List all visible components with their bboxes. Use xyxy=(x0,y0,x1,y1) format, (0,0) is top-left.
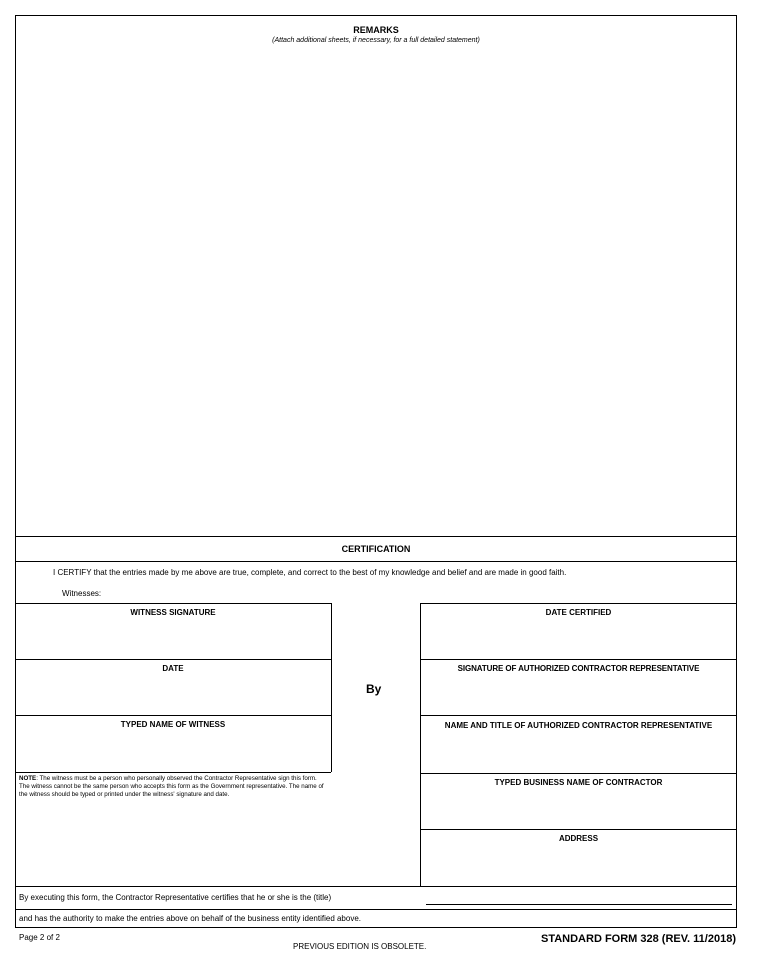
note-text: : The witness must be a person who personally observed the Contractor Representative sign this form. The witness cannot be the same person who accepts this form as the Government representative. The name of the witness should be typed or printed under the witness' signature and date. xyxy=(19,775,324,798)
witness-note xyxy=(19,775,327,799)
witness-signature-label: WITNESS SIGNATURE xyxy=(130,608,216,617)
contractor-signature-field[interactable] xyxy=(422,676,735,714)
divider xyxy=(420,715,737,716)
divider xyxy=(420,773,737,774)
divider xyxy=(420,603,737,604)
authority-statement: and has the authority to make the entries above on behalf of the business entity identified above. xyxy=(19,914,362,923)
contractor-signature-label: SIGNATURE OF AUTHORIZED CONTRACTOR REPRESENTATIVE xyxy=(457,664,700,673)
date-certified-field[interactable] xyxy=(422,620,735,658)
remarks-title: REMARKS xyxy=(353,25,399,35)
divider xyxy=(15,536,737,537)
witness-signature-field[interactable] xyxy=(17,620,329,658)
business-name-field[interactable] xyxy=(422,790,735,828)
witness-date-label: DATE xyxy=(162,664,184,673)
address-label: ADDRESS xyxy=(558,834,599,843)
divider xyxy=(420,603,421,886)
divider xyxy=(331,603,332,772)
remarks-field[interactable] xyxy=(17,50,735,534)
divider xyxy=(15,561,737,562)
form-id: STANDARD FORM 328 (REV. 11/2018) xyxy=(540,933,736,945)
divider xyxy=(420,659,737,660)
address-field[interactable] xyxy=(422,846,735,884)
divider xyxy=(15,909,737,910)
witnesses-label: Witnesses: xyxy=(62,589,102,598)
divider xyxy=(15,886,737,887)
title-field[interactable] xyxy=(426,890,732,905)
business-name-label: TYPED BUSINESS NAME OF CONTRACTOR xyxy=(494,778,663,787)
obsolete-notice: PREVIOUS EDITION IS OBSOLETE. xyxy=(293,942,427,951)
certification-title: CERTIFICATION xyxy=(341,544,411,554)
note-label: NOTE xyxy=(19,775,37,782)
certification-statement: I CERTIFY that the entries made by me above are true, complete, and correct to the best of my knowledge and belief and are made in good faith. xyxy=(53,568,567,577)
remarks-subtitle: (Attach additional sheets, if necessary, for a full detailed statement) xyxy=(272,37,480,44)
executing-statement: By executing this form, the Contractor Representative certifies that he or she is the (title) xyxy=(19,893,332,902)
contractor-name-title-field[interactable] xyxy=(422,747,735,771)
witness-typed-name-label: TYPED NAME OF WITNESS xyxy=(120,720,226,729)
divider xyxy=(15,659,331,660)
contractor-name-title-label: NAME AND TITLE OF AUTHORIZED CONTRACTOR REPRESENTATIVE xyxy=(444,721,713,730)
witness-date-field[interactable] xyxy=(17,676,329,714)
by-label: By xyxy=(366,682,382,696)
divider xyxy=(15,603,331,604)
divider xyxy=(420,829,737,830)
page-number: Page 2 of 2 xyxy=(19,933,60,942)
witness-typed-name-field[interactable] xyxy=(17,732,329,770)
date-certified-label: DATE CERTIFIED xyxy=(545,608,612,617)
divider xyxy=(15,715,331,716)
divider xyxy=(15,772,331,773)
